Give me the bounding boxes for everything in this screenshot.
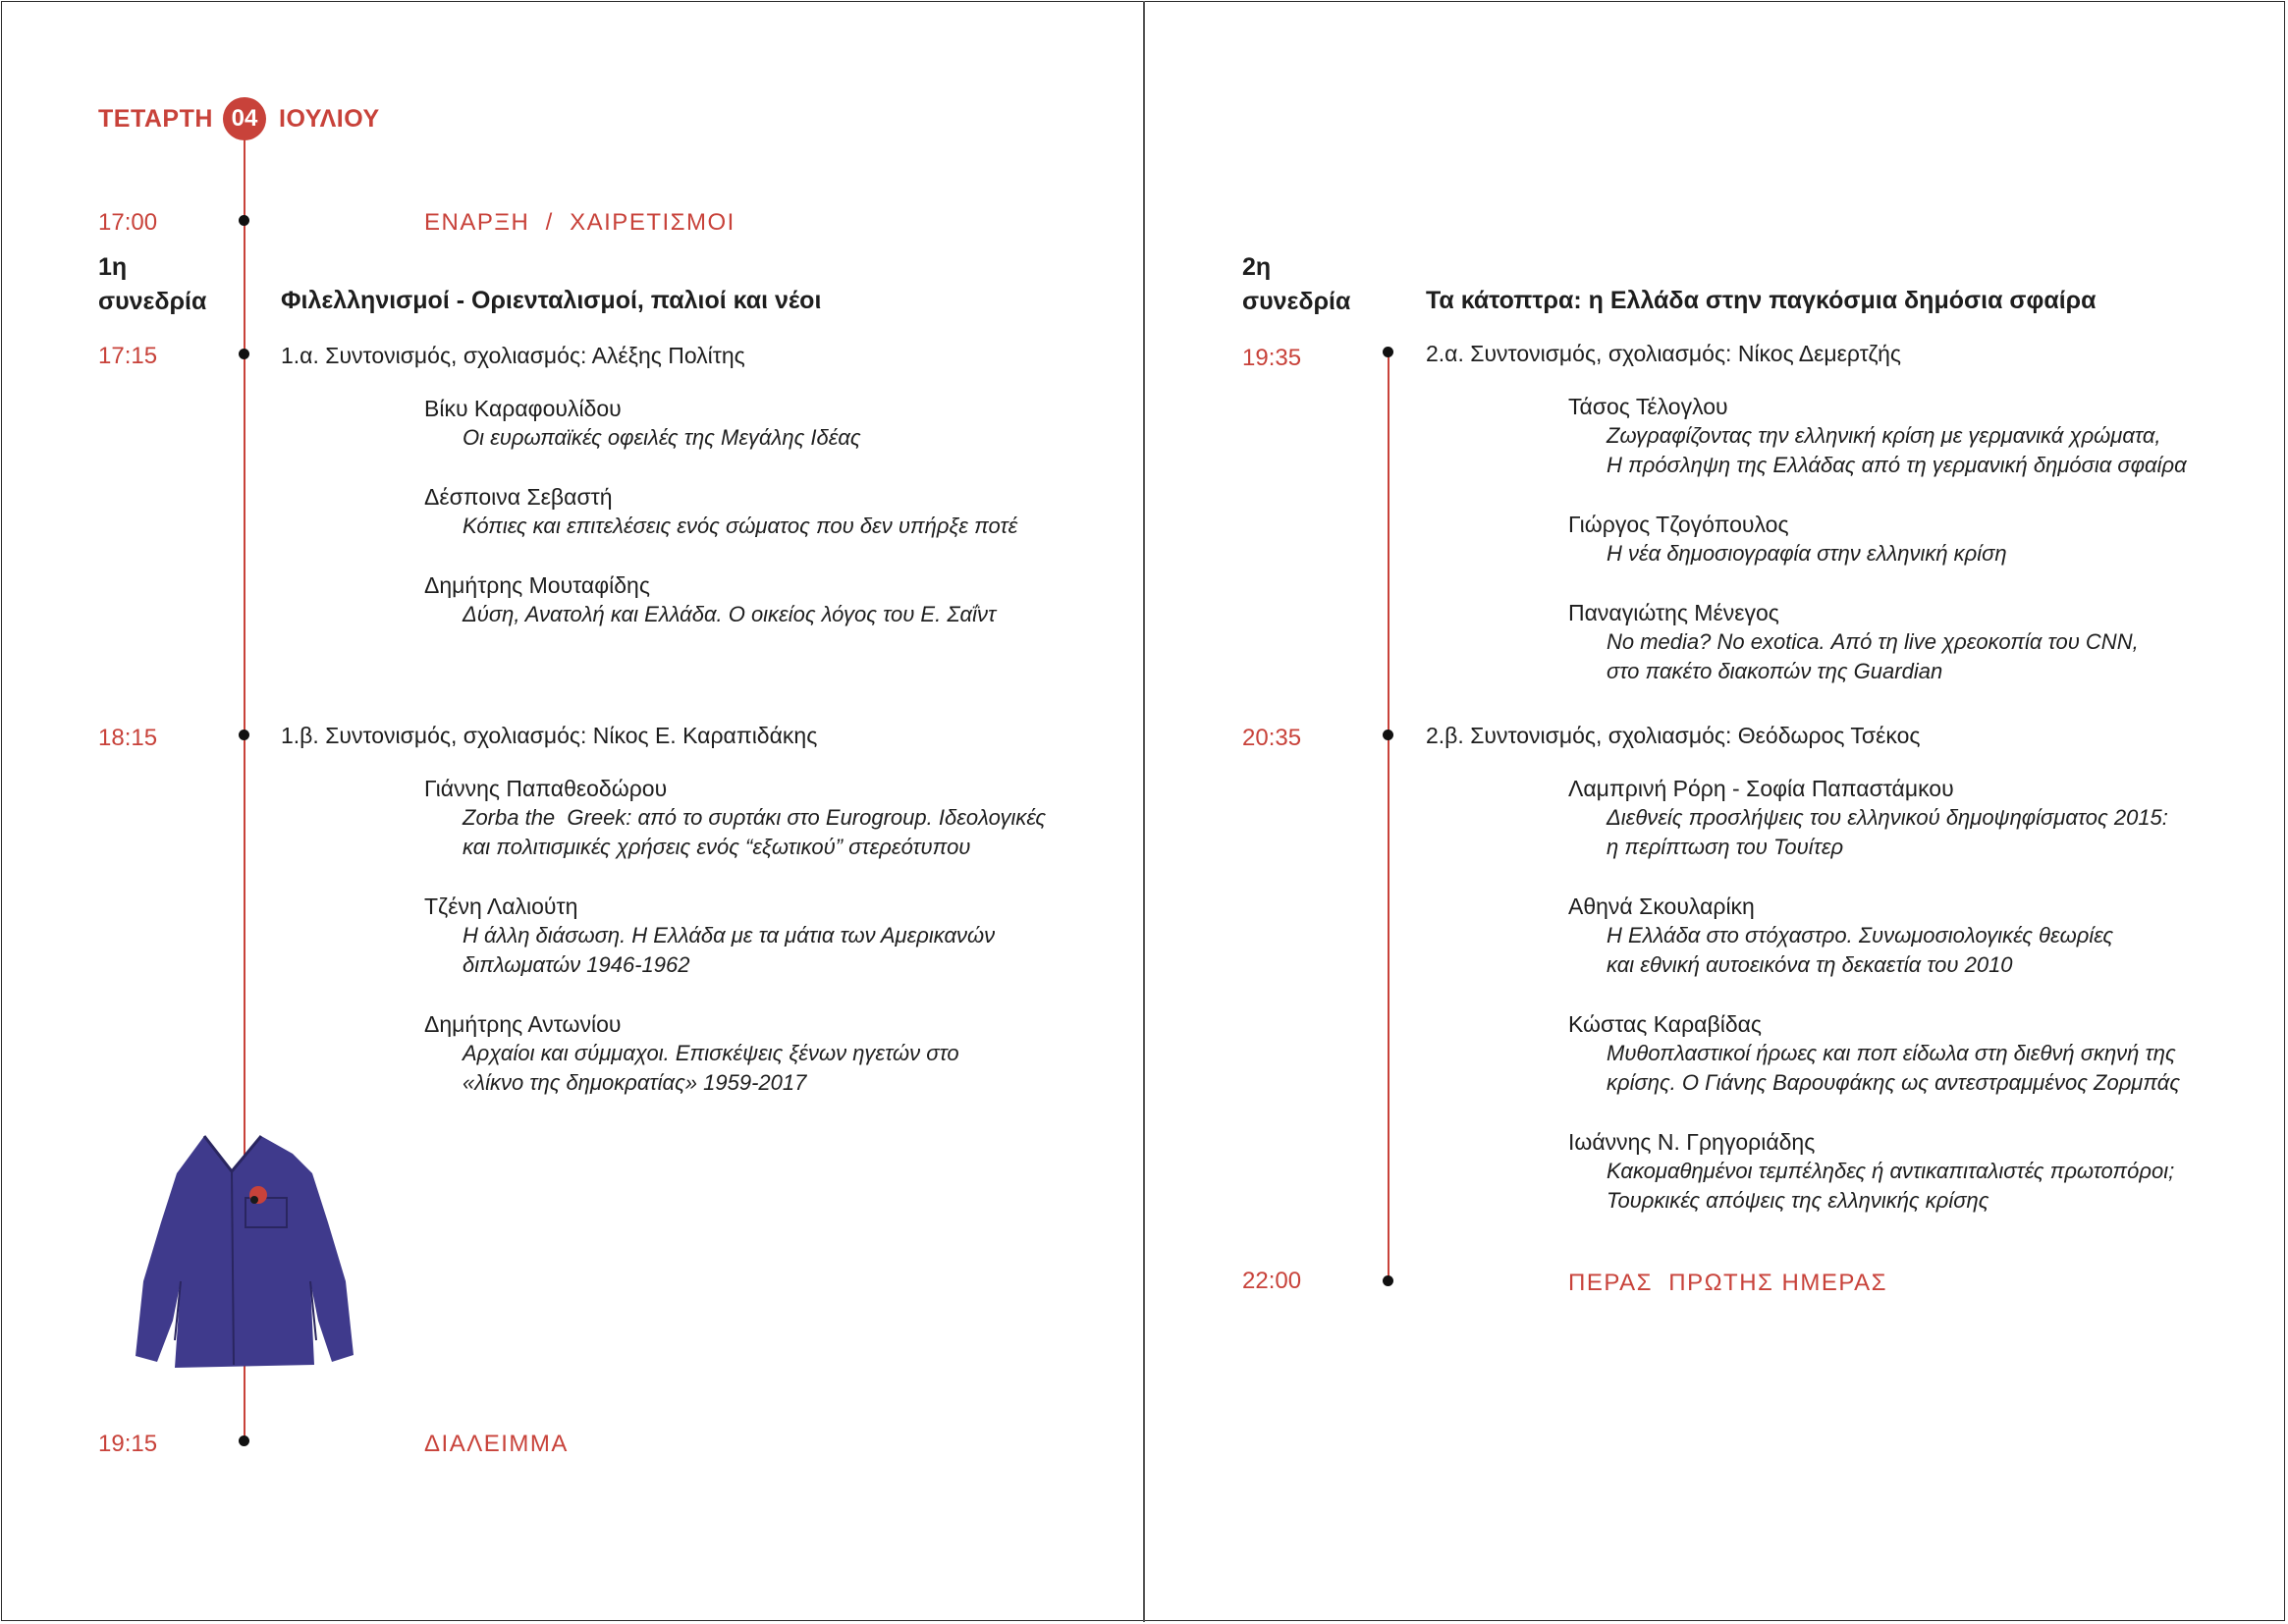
session-word: συνεδρία (1242, 288, 1351, 315)
break-time: 19:15 (98, 1431, 158, 1457)
talk-item (424, 892, 995, 980)
header-month: ΙΟΥΛΙΟΥ (279, 105, 380, 133)
talk-item (1568, 1127, 2174, 1216)
talk-title: και πολιτισμικές χρήσεις ενός “εξωτικού” στερεότυπου (463, 835, 971, 859)
talk-title: Διεθνείς προσλήψεις του ελληνικού δημοψηφίσματος 2015: (1607, 805, 2168, 830)
talk-title: Η άλλη διάσωση. Η Ελλάδα με τα μάτια των Αμερικανών (463, 923, 996, 947)
talk-title: Ζωγραφίζοντας την ελληνική κρίση με γερμανικά χρώματα, (1607, 423, 2161, 448)
moderator-line: 2.β. Συντονισμός, σχολιασμός: Θεόδωρος Τσέκος (1426, 723, 1921, 748)
session-word: συνεδρία (98, 288, 207, 315)
session-number: 2η (1242, 253, 1272, 281)
talk-speaker: Βίκυ Καραφουλίδου (424, 396, 622, 421)
talk-item (424, 570, 996, 629)
talk-speaker: Αθηνά Σκουλαρίκη (1568, 893, 1755, 919)
header-weekday: ΤΕΤΑΡΤΗ (98, 105, 213, 133)
timeline-dot (1383, 730, 1393, 740)
talk-speaker: Λαμπρινή Ρόρη - Σοφία Παπαστάμκου (1568, 776, 1954, 801)
talk-title: Κόπιες και επιτελέσεις ενός σώματος που δεν υπήρξε ποτέ (463, 514, 1018, 538)
talk-speaker: Δημήτρης Αντωνίου (424, 1011, 622, 1037)
session-1-label (98, 250, 206, 319)
block-time: 18:15 (98, 725, 158, 751)
moderator-line: 1.α. Συντονισμός, σχολιασμός: Αλέξης Πολίτης (281, 343, 745, 368)
talk-item (1568, 1009, 2180, 1098)
talk-title: στο πακέτο διακοπών της Guardian (1607, 659, 1943, 683)
talk-speaker: Τάσος Τέλογλου (1568, 394, 1728, 419)
timeline-dot (1383, 1275, 1393, 1286)
timeline-dot (239, 1435, 249, 1446)
talk-speaker: Παναγιώτης Μένεγος (1568, 600, 1779, 625)
timeline-right (1388, 350, 1389, 1280)
talk-item (424, 482, 1017, 541)
break-label: ΔΙΑΛΕΙΜΜΑ (424, 1431, 569, 1457)
talk-title: διπλωματών 1946-1962 (463, 952, 690, 977)
day-badge: 04 (223, 97, 266, 140)
talk-speaker: Κώστας Καραβίδας (1568, 1011, 1763, 1037)
timeline-dot (1383, 347, 1393, 357)
talk-item (424, 394, 861, 453)
timeline-dot (239, 215, 249, 226)
talk-title: Κακομαθημένοι τεμπέληδες ή αντικαπιταλιστές πρωτοπόροι; (1607, 1159, 2175, 1183)
talk-item (424, 774, 1046, 862)
timeline-dot (239, 349, 249, 359)
opening-time: 17:00 (98, 209, 158, 236)
session-title: Φιλελληνισμοί - Οριενταλισμοί, παλιοί και νέοι (281, 287, 822, 314)
talk-speaker: Δημήτρης Μουταφίδης (424, 572, 650, 598)
talk-title: η περίπτωση του Τουίτερ (1607, 835, 1844, 859)
block-time: 17:15 (98, 343, 158, 369)
talk-speaker: Δέσποινα Σεβαστή (424, 484, 613, 510)
moderator-line: 1.β. Συντονισμός, σχολιασμός: Νίκος Ε. Καραπιδάκης (281, 723, 818, 748)
end-label: ΠΕΡΑΣ ΠΡΩΤΗΣ ΗΜΕΡΑΣ (1568, 1270, 1887, 1296)
talk-item (1568, 598, 2139, 686)
talk-title: Δύση, Ανατολή και Ελλάδα. Ο οικείος λόγος του Ε. Σαΐντ (463, 602, 997, 626)
talk-speaker: Τζένη Λαλιούτη (424, 893, 578, 919)
page-spine (1143, 1, 1145, 1622)
talk-speaker: Γιάννης Παπαθεοδώρου (424, 776, 668, 801)
talk-title: Η πρόσληψη της Ελλάδας από τη γερμανική δημόσια σφαίρα (1607, 453, 2187, 477)
opening-label: ΕΝΑΡΞΗ / ΧΑΙΡΕΤΙΣΜΟΙ (424, 209, 735, 236)
talk-item (1568, 892, 2113, 980)
end-time: 22:00 (1242, 1268, 1302, 1294)
talk-speaker: Γιώργος Τζογόπουλος (1568, 512, 1789, 537)
talk-title: Αρχαίοι και σύμμαχοι. Επισκέψεις ξένων ηγετών στο (463, 1041, 959, 1065)
shirt-image (136, 1134, 361, 1370)
talk-title: Οι ευρωπαϊκές οφειλές της Μεγάλης Ιδέας (463, 425, 861, 450)
talk-title: Η Ελλάδα στο στόχαστρο. Συνωμοσιολογικές θεωρίες (1607, 923, 2114, 947)
talk-speaker: Ιωάννης Ν. Γρηγοριάδης (1568, 1129, 1816, 1155)
block-time: 20:35 (1242, 725, 1302, 751)
session-title: Τα κάτοπτρα: η Ελλάδα στην παγκόσμια δημόσια σφαίρα (1426, 287, 2097, 314)
moderator-line: 2.α. Συντονισμός, σχολιασμός: Νίκος Δεμερτζής (1426, 341, 1902, 366)
session-number: 1η (98, 253, 128, 281)
session-2-label (1242, 250, 1350, 319)
talk-title: Τουρκικές απόψεις της ελληνικής κρίσης (1607, 1188, 1989, 1213)
talk-item (1568, 774, 2168, 862)
talk-item (1568, 392, 2187, 480)
talk-title: Η νέα δημοσιογραφία στην ελληνική κρίση (1607, 541, 2007, 566)
talk-title: «λίκνο της δημοκρατίας» 1959-2017 (463, 1070, 807, 1095)
talk-title: και εθνική αυτοεικόνα τη δεκαετία του 2010 (1607, 952, 2013, 977)
talk-title: κρίσης. Ο Γιάνης Βαρουφάκης ως αντεστραμμένος Ζορμπάς (1607, 1070, 2181, 1095)
talk-title: No media? No exotica. Από τη live χρεοκοπία του CNN, (1607, 629, 2139, 654)
talk-title: Μυθοπλαστικοί ήρωες και ποπ είδωλα στη διεθνή σκηνή της (1607, 1041, 2176, 1065)
talk-item (424, 1009, 959, 1098)
talk-title: Zorba the Greek: από το συρτάκι στο Eurogroup. Ιδεολογικές (463, 805, 1047, 830)
block-time: 19:35 (1242, 345, 1302, 371)
talk-item (1568, 510, 2007, 568)
timeline-dot (239, 730, 249, 740)
